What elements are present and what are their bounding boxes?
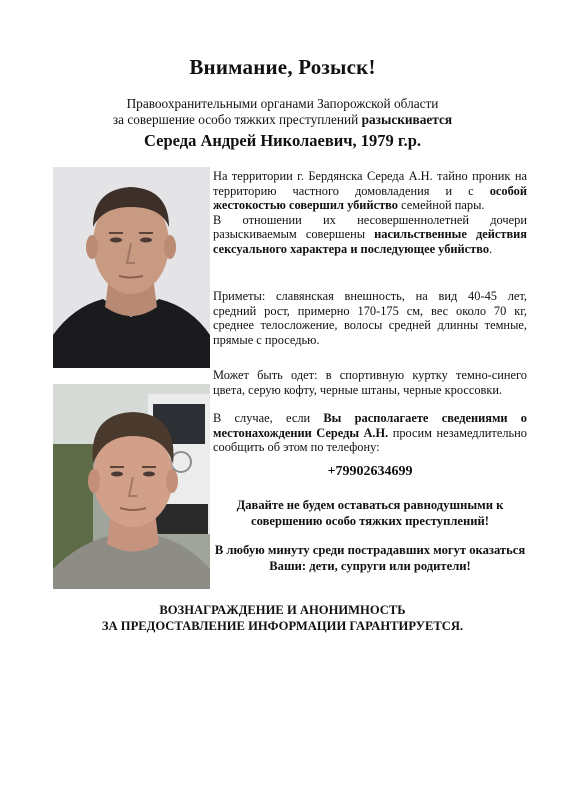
contact-text-c: просим незамедлительно сообщить об этом по телефону: — [213, 425, 527, 455]
contact-phone: +79902634699 — [327, 464, 413, 479]
reward-line-1: ВОЗНАГРАЖДЕНИЕ И АНОНИМНОСТЬ — [159, 603, 406, 617]
poster-title: Внимание, Розыск! — [189, 55, 376, 79]
intro-line-2-bold: разыскивается — [361, 112, 453, 127]
appeal-text-2: В любую минуту среди пострадавших могут оказаться Ваши: дети, супруги или родители! — [214, 543, 526, 573]
wanted-person-name: Середа Андрей Николаевич, 1979 г.р. — [144, 131, 421, 150]
appeal-text-1: Давайте не будем оставаться равнодушными к совершению особо тяжких преступлений! — [236, 498, 504, 528]
reward-line-2: ЗА ПРЕДОСТАВЛЕНИЕ ИНФОРМАЦИИ ГАРАНТИРУЕТСЯ. — [101, 619, 464, 633]
paragraph-1-bold: особой жестокостью совершил убийство — [213, 183, 527, 213]
paragraph-2-bold: насильственные действия сексуального характера и последующее убийство — [213, 227, 527, 256]
contact-text-a: В случае, если — [213, 411, 324, 425]
paragraph-2-text-a: В отношении их несовершеннолетней дочери разыскиваемым совершены — [213, 212, 527, 242]
reward-notice — [0, 602, 565, 634]
intro-text — [40, 96, 525, 128]
contact-request — [213, 411, 527, 455]
paragraph-2-text-c: . — [489, 241, 493, 256]
paragraph-2 — [213, 213, 527, 257]
crime-description — [213, 169, 527, 257]
description-features: Приметы: славянская внешность, на вид 40-45 лет, средний рост, примерно 170-175 см, вес около 70 кг, среднее телосложение, волосы средней длинны темные, прямые с проседью. — [213, 289, 527, 347]
outdoor-photo — [53, 384, 210, 589]
intro-line-2-normal: за совершение особо тяжких преступлений — [112, 112, 362, 127]
intro-line-1: Правоохранительными органами Запорожской области — [126, 96, 439, 111]
contact-bold: Вы располагаете сведениями о местонахождении Середы А.Н. — [213, 411, 528, 440]
description-clothing: Может быть одет: в спортивную куртку темно-синего цвета, серую кофту, черные штаны, черные кроссовки. — [213, 368, 527, 397]
paragraph-1 — [213, 169, 527, 213]
paragraph-1-text-a: На территории г. Бердянска Середа А.Н. тайно проник на территорию частного домовладения и с — [213, 169, 527, 198]
portrait-photo — [53, 167, 210, 368]
intro-line-2 — [40, 112, 525, 128]
paragraph-1-text-c: семейной пары. — [397, 198, 485, 213]
